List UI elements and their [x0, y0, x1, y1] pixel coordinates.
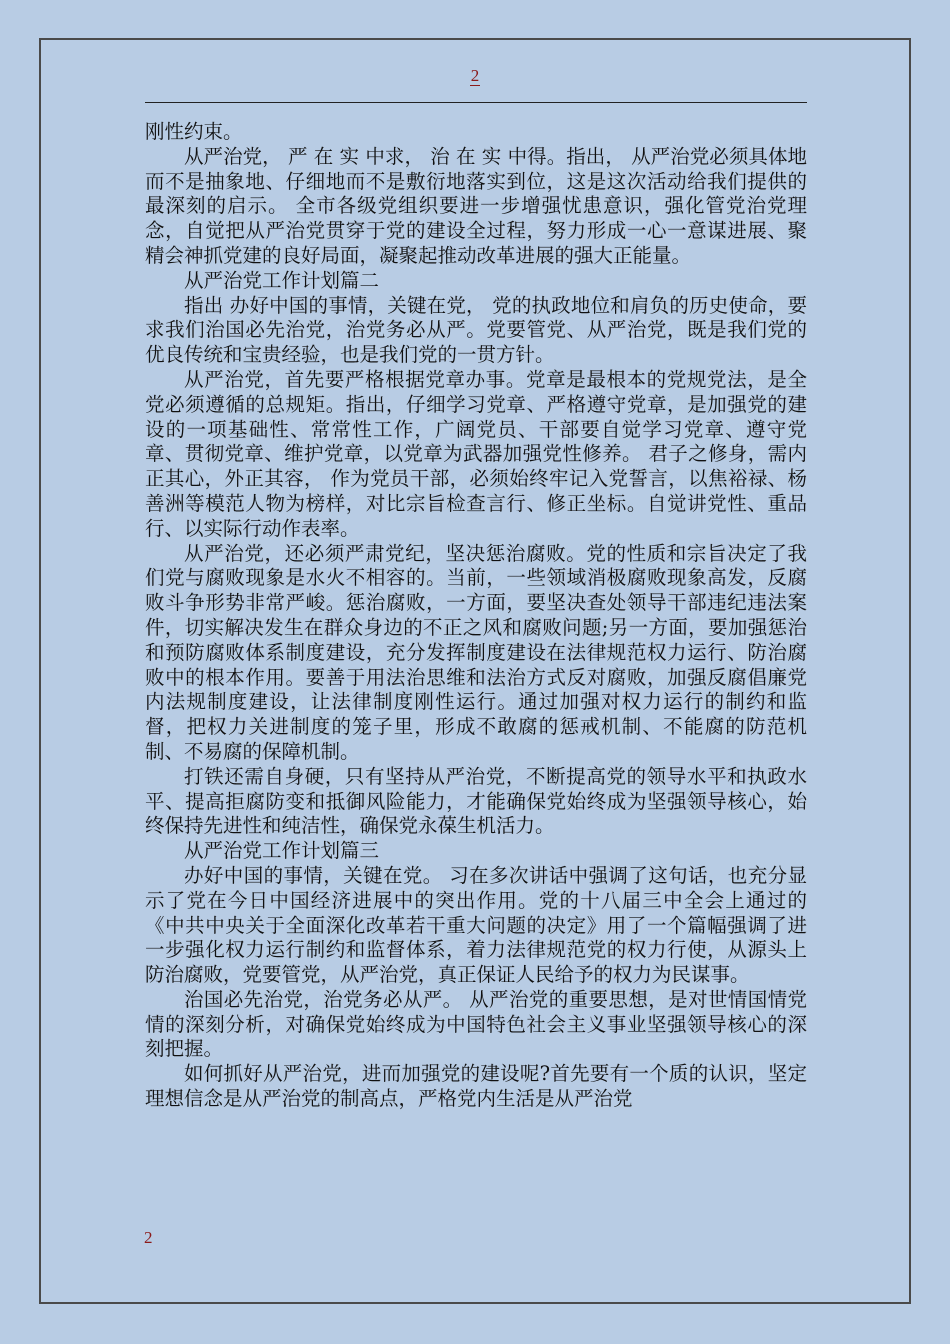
paragraph: 刚性约束。 [145, 120, 243, 143]
paragraph: 从严治党， 严 在 实 中求， 治 在 实 中得。指出， 从严治党必须具体地而不是抽象地、仔细地而不是敷衍地落实到位，这是这次活动给我们提供的最深刻的启示。 全市各级党组织要进一步增强忧患意识，强化管党治党理念，自觉把从严治党贯穿于党的建设全过程，努力形成一心一意谋进展、聚精会神抓党建的良好局面，凝聚起推动改革进展的强大正能量。 [145, 144, 807, 267]
paragraph: 办好中国的事情，关键在党。 习在多次讲话中强调了这句话，也充分显示了党在今日中国经济进展中的突出作用。党的十八届三中全会上通过的《中共中央关于全面深化改革若干重大问题的决定》用了一个篇幅强调了进一步强化权力运行制约和监督体系，着力法律规范党的权力行使，从源头上防治腐败，党要管党，从严治党，真正保证人民给予的权力为民谋事。 [145, 863, 807, 987]
paragraph: 指出 办好中国的事情，关键在党， 党的执政地位和肩负的历史使命，要求我们治国必先治党，治党务必从严。党要管党、从严治党，既是我们党的优良传统和宝贵经验，也是我们党的一贯方针。 [145, 293, 807, 367]
footer-page-number: 2 [144, 1228, 153, 1247]
document-body [145, 120, 807, 1112]
paragraph: 打铁还需自身硬，只有坚持从严治党，不断提高党的领导水平和执政水平、提高拒腐防变和抵御风险能力，才能确保党始终成为坚强领导核心，始终保持先进性和纯洁性，确保党永葆生机活力。 [145, 764, 807, 838]
paragraph: 如何抓好从严治党，进而加强党的建设呢?首先要有一个质的认识，坚定理想信念是从严治党的制高点，严格党内生活是从严治党 [145, 1062, 807, 1111]
paragraph: 从严治党，还必须严肃党纪，坚决惩治腐败。党的性质和宗旨决定了我们党与腐败现象是水火不相容的。当前，一些领域消极腐败现象高发，反腐败斗争形势非常严峻。惩治腐败，一方面，要坚决查处领导干部违纪违法案件，切实解决发生在群众身边的不正之风和腐败问题;另一方面，要加强惩治和预防腐败体系制度建设，充分发挥制度建设在法律规范权力运行、防治腐败中的根本作用。要善于用法治思维和法治方式反对腐败，加强反腐倡廉党内法规制度建设，让法律制度刚性运行。通过加强对权力运行的制约和监督，把权力关进制度的笼子里，形成不敢腐的惩戒机制、不能腐的防范机制、不易腐的保障机制。 [145, 541, 807, 763]
header-divider [145, 102, 807, 103]
paragraph: 从严治党，首先要严格根据党章办事。党章是最根本的党规党法，是全党必须遵循的总规矩。指出，仔细学习党章、严格遵守党章，是加强党的建设的一项基础性、常常性工作，广阔党员、干部要自觉学习党章、遵守党章、贯彻党章、维护党章，以党章为武器加强党性修养。 君子之修身，需内正其心，外正其容， 作为党员干部，必须始终牢记入党誓言，以焦裕禄、杨善洲等模范人物为榜样，对比宗旨检查言行、修正坐标。自觉讲党性、重品行、以实际行动作表率。 [145, 367, 807, 540]
section-heading: 从严治党工作计划篇三 [184, 839, 380, 863]
paragraph: 治国必先治党，治党务必从严。 从严治党的重要思想，是对世情国情党情的深刻分析，对确保党始终成为中国特色社会主义事业坚强领导核心的深刻把握。 [145, 987, 807, 1061]
section-heading: 从严治党工作计划篇二 [184, 268, 380, 292]
header-page-number: 2 [470, 66, 480, 85]
